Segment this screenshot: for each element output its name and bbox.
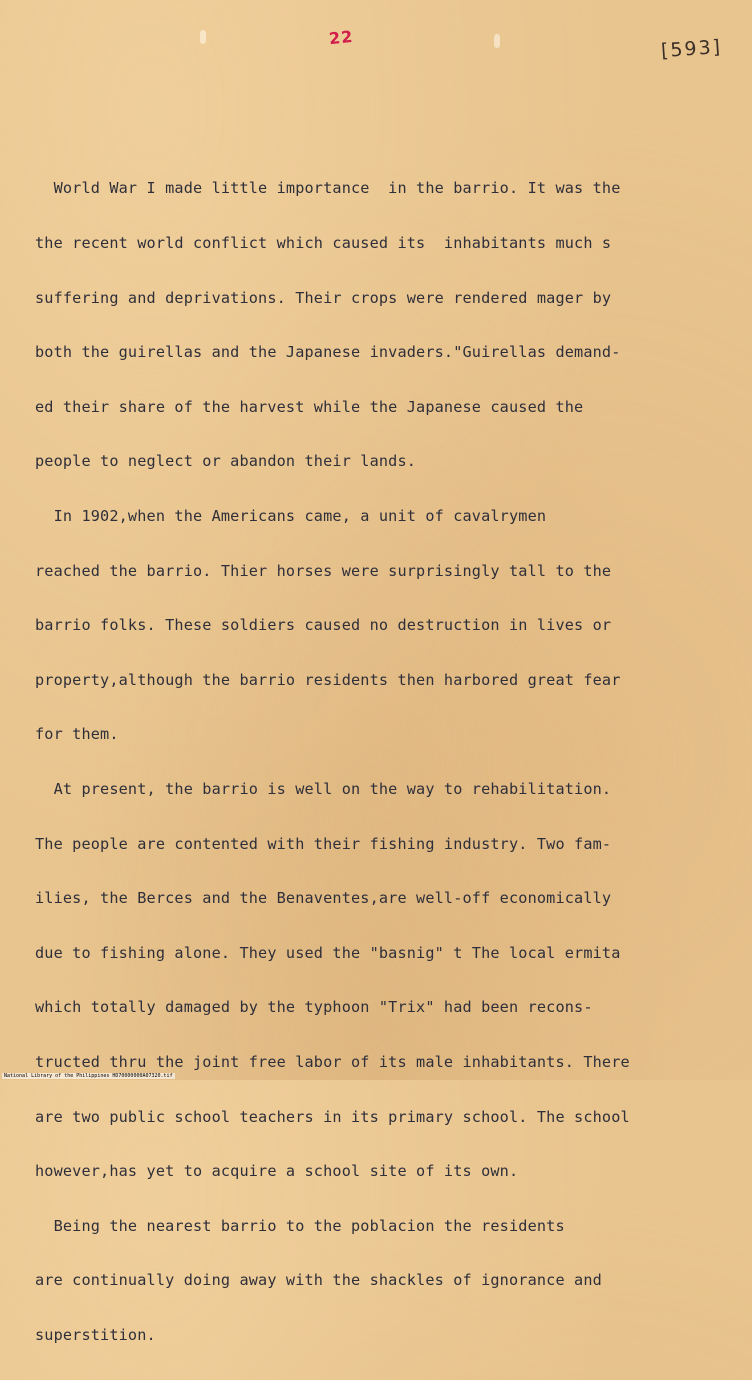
text-line: are two public school teachers in its primary school. The school <box>35 1107 630 1126</box>
text-line: both the guirellas and the Japanese invaders."Guirellas demand- <box>35 343 621 362</box>
text-line: superstition. <box>35 1325 156 1344</box>
text-line: suffering and deprivations. Their crops were rendered mager by <box>35 288 612 307</box>
text-line: tructed thru the joint free labor of its male inhabitants. There <box>35 1052 630 1071</box>
text-line: reached the barrio. Thier horses were surprisingly tall to the <box>35 561 612 580</box>
text-line: people to neglect or abandon their lands. <box>35 452 417 471</box>
text-line: property,although the barrio residents then harbored great fear <box>35 670 621 689</box>
handwritten-page-number: 22 <box>328 26 355 49</box>
text-line: ilies, the Berces and the Benaventes,are well-off economically <box>35 889 612 908</box>
text-line: are continually doing away with the shackles of ignorance and <box>35 1271 602 1290</box>
handwritten-page-code: [593] <box>660 35 723 63</box>
text-line: for them. <box>35 725 119 744</box>
text-line: ed their share of the harvest while the Japanese caused the <box>35 397 584 416</box>
text-line: Being the nearest barrio to the poblacion the residents <box>35 1216 565 1235</box>
text-line: World War I made little importance in the barrio. It was the <box>35 179 621 198</box>
text-line: At present, the barrio is well on the way to rehabilitation. <box>35 779 612 798</box>
text-line: the recent world conflict which caused its inhabitants much s <box>35 234 612 252</box>
text-line: The people are contented with their fishing industry. Two fam- <box>35 834 612 853</box>
text-line: due to fishing alone. They used the "basnig" t The local ermita <box>35 943 621 962</box>
text-line: In 1902,when the Americans came, a unit of cavalrymen <box>35 506 547 525</box>
pin-mark-right <box>494 34 500 48</box>
text-line: barrio folks. These soldiers caused no destruction in lives or <box>35 616 612 635</box>
archive-footer-label: National Library of the Philippines HD70000000A07320.tif <box>4 1073 173 1079</box>
text-line: however,has yet to acquire a school site of its own. <box>35 1162 519 1181</box>
pin-mark-left <box>200 30 206 44</box>
typewritten-body <box>35 143 725 1380</box>
text-line: which totally damaged by the typhoon "Trix" had been recons- <box>35 998 593 1017</box>
